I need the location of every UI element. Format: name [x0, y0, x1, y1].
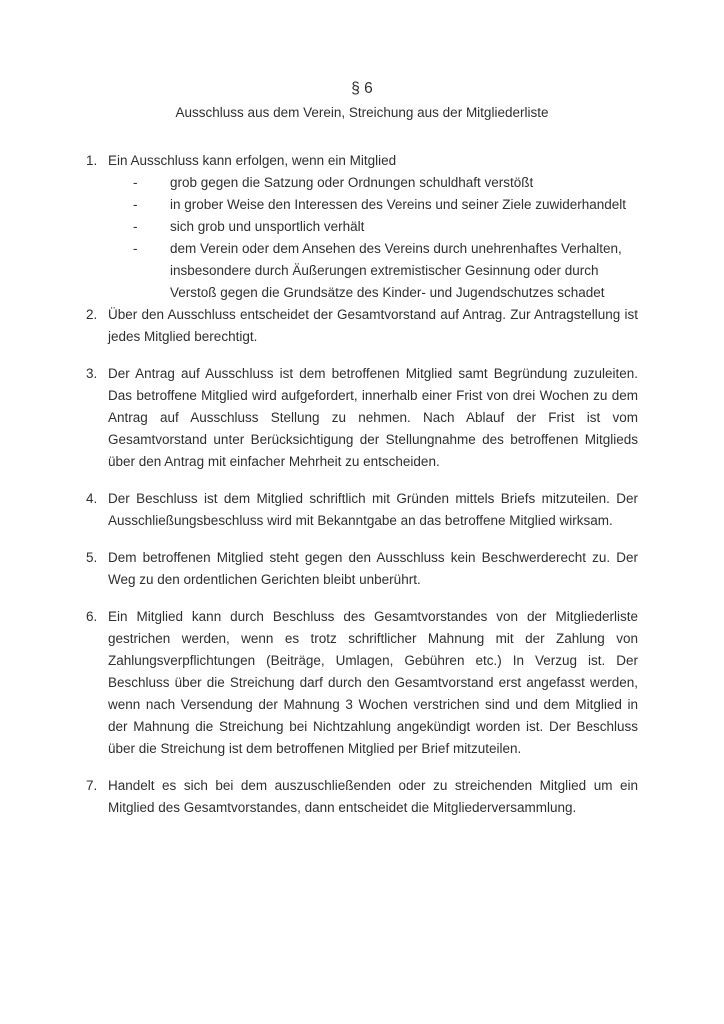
item-number: 4.	[86, 491, 98, 506]
item-number: 5.	[86, 550, 98, 565]
dash-marker: -	[133, 197, 138, 212]
item-number: 2.	[86, 307, 98, 322]
sub-item-text: in grober Weise den Interessen des Vereins und seiner Ziele zuwiderhandelt	[170, 197, 627, 212]
sub-item-text: sich grob und unsportlich verhält	[170, 219, 365, 234]
list-item-4	[86, 488, 638, 532]
dash-marker: -	[133, 175, 138, 190]
section-subtitle: Ausschluss aus dem Verein, Streichung aus der Mitgliederliste	[175, 105, 549, 120]
item-text: Ein Mitglied kann durch Beschluss des Gesamtvorstandes von der Mitgliederliste gestrichen werden, wenn es trotz schriftlicher Mahnung mit der Zahlung von Zahlungsverpflichtungen (Beiträge, Umlagen, Gebühren etc.) In Verzug ist. Der Beschluss über die Streichung darf durch den Gesamtvorstand erst angefasst werden, wenn nach Versendung der Mahnung 3 Wochen verstrichen sind und dem Mitglied in der Mahnung die Streichung bei Nichtzahlung angekündigt worden ist. Der Beschluss über die Streichung ist dem betroffenen Mitglied per Brief mitzuteilen.	[108, 609, 638, 756]
list-item-6	[86, 606, 638, 760]
item-text: Über den Ausschluss entscheidet der Gesamtvorstand auf Antrag. Zur Antragstellung ist jedes Mitglied berechtigt.	[108, 307, 638, 344]
item-text: Der Antrag auf Ausschluss ist dem betroffenen Mitglied samt Begründung zuzuleiten. Das betroffene Mitglied wird aufgefordert, innerhalb einer Frist von drei Wochen zu dem Antrag auf Ausschluss Stellung zu nehmen. Nach Ablauf der Frist ist vom Gesamtvorstand unter Berücksichtigung der Stellungnahme des betroffenen Mitglieds über den Antrag mit einfacher Mehrheit zu entscheiden.	[108, 366, 638, 469]
dash-marker: -	[133, 219, 138, 234]
item-text: Ein Ausschluss kann erfolgen, wenn ein Mitglied	[108, 153, 397, 168]
numbered-list	[86, 150, 638, 819]
item-text: Handelt es sich bei dem auszuschließenden oder zu streichenden Mitglied um ein Mitglied des Gesamtvorstandes, dann entscheidet die Mitgliederversammlung.	[108, 778, 638, 815]
item-text: Der Beschluss ist dem Mitglied schriftlich mit Gründen mittels Briefs mitzuteilen. Der Ausschließungsbeschluss wird mit Bekanntgabe an das betroffene Mitglied wirksam.	[108, 491, 638, 528]
item-number: 3.	[86, 366, 98, 381]
list-item-2	[86, 304, 638, 348]
sub-item	[108, 216, 638, 238]
list-item-7	[86, 775, 638, 819]
sub-item-text: grob gegen die Satzung oder Ordnungen schuldhaft verstößt	[170, 175, 534, 190]
item-number: 1.	[86, 153, 98, 168]
sub-item	[108, 172, 638, 194]
item-number: 6.	[86, 609, 98, 624]
section-heading: § 6	[351, 80, 373, 97]
sub-item	[108, 238, 638, 304]
item-text: Dem betroffenen Mitglied steht gegen den Ausschluss kein Beschwerderecht zu. Der Weg zu den ordentlichen Gerichten bleibt unberührt.	[108, 550, 638, 587]
list-item-5	[86, 547, 638, 591]
sub-item-text: dem Verein oder dem Ansehen des Vereins durch unehrenhaftes Verhalten, insbesondere durch Äußerungen extremistischer Gesinnung oder durch Verstoß gegen die Grundsätze des Kinder- und Jugendschutzes schadet	[170, 241, 622, 300]
item-number: 7.	[86, 778, 98, 793]
list-item-1	[86, 150, 638, 304]
dash-marker: -	[133, 241, 138, 256]
item-body	[108, 150, 638, 304]
list-item-3	[86, 363, 638, 473]
sub-item	[108, 194, 638, 216]
